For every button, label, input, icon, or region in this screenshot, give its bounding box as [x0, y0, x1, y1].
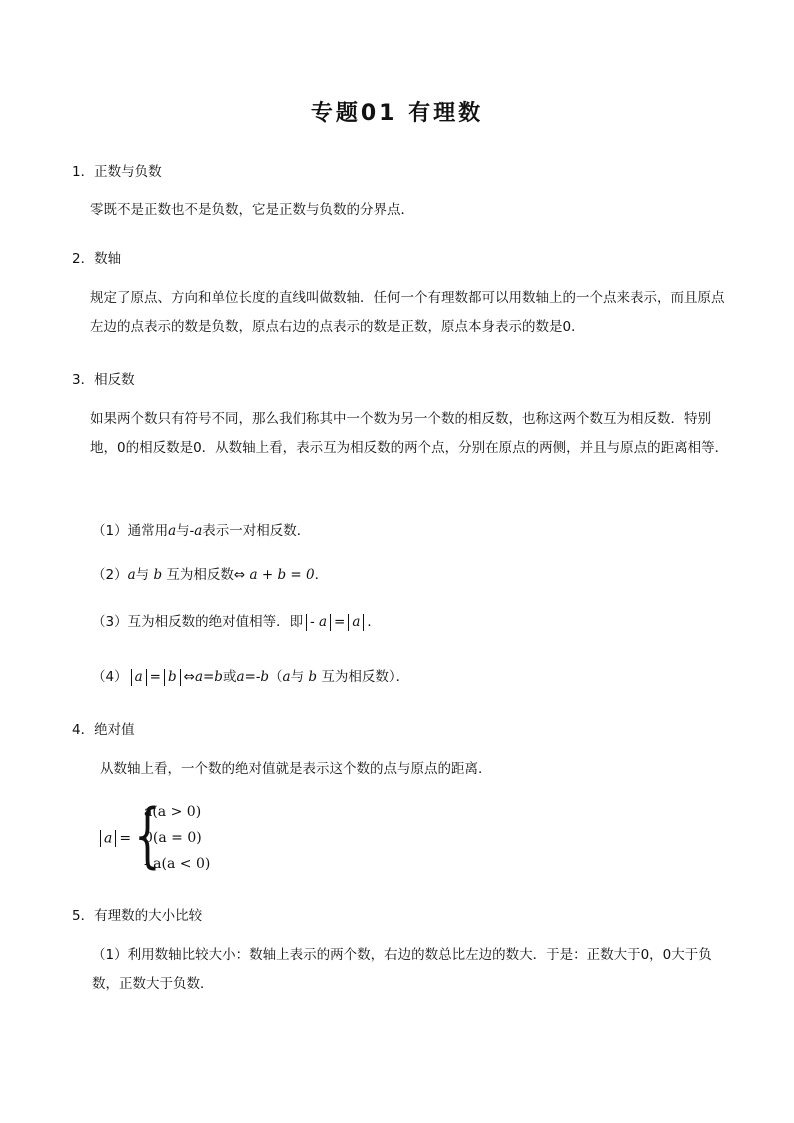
abs-case-zero: 0(a = 0): [144, 830, 202, 846]
section-heading-5: 5．有理数的大小比较: [72, 908, 203, 924]
section-heading-4: 4．绝对值: [72, 722, 135, 738]
section-paragraph-5: （1）利用数轴比较大小：数轴上表示的两个数，右边的数总比左边的数大．于是：正数大于0，0大于负数，正数大于负数．: [92, 947, 712, 992]
opposite-item-4: （4） a = b ⇔a=b或a=-b（a与 b 互为相反数）．: [92, 669, 410, 685]
abs-lhs: a =: [100, 830, 131, 847]
section-heading-3: 3．相反数: [72, 372, 135, 388]
abs-bar: [348, 614, 349, 631]
abs-case-negative: - a(a < 0): [144, 856, 211, 872]
opposite-item-2: （2）a与 b 互为相反数⇔ a + b = 0．: [92, 567, 329, 583]
opposite-item-3: （3）互为相反数的绝对值相等．即 - a = a ．: [92, 614, 381, 630]
abs-bar: [164, 669, 165, 686]
left-brace: {: [134, 794, 161, 876]
section-paragraph-2: 规定了原点、方向和单位长度的直线叫做数轴．任何一个有理数都可以用数轴上的一个点来表示，而且原点左边的点表示的数是负数，原点右边的点表示的数是正数，原点本身表示的数是0．: [90, 290, 725, 335]
abs-bar: [306, 614, 307, 631]
abs-bar: [363, 614, 364, 631]
section-paragraph-1: 零既不是正数也不是负数，它是正数与负数的分界点．: [90, 202, 414, 218]
section-heading-2: 2．数轴: [72, 251, 122, 267]
absolute-value-definition: [100, 794, 300, 876]
section-paragraph-3: 如果两个数只有符号不同，那么我们称其中一个数为另一个数的相反数，也称这两个数互为相反数．特别地，0的相反数是0．从数轴上看，表示互为相反数的两个点，分别在原点的两侧，并且与原点的距离相等．: [90, 411, 729, 456]
section-heading-1: 1．正数与负数: [72, 164, 162, 180]
opposite-item-1: （1）通常用a与-a表示一对相反数．: [92, 523, 311, 539]
abs-bar: [146, 669, 147, 686]
section-paragraph-4: 从数轴上看，一个数的绝对值就是表示这个数的点与原点的距离.: [100, 761, 483, 777]
abs-bar: [180, 669, 181, 686]
abs-bar: [131, 669, 132, 686]
page-title: 专题01 有理数: [310, 101, 484, 126]
abs-bar: [330, 614, 331, 631]
abs-case-positive: a(a > 0): [144, 804, 202, 820]
